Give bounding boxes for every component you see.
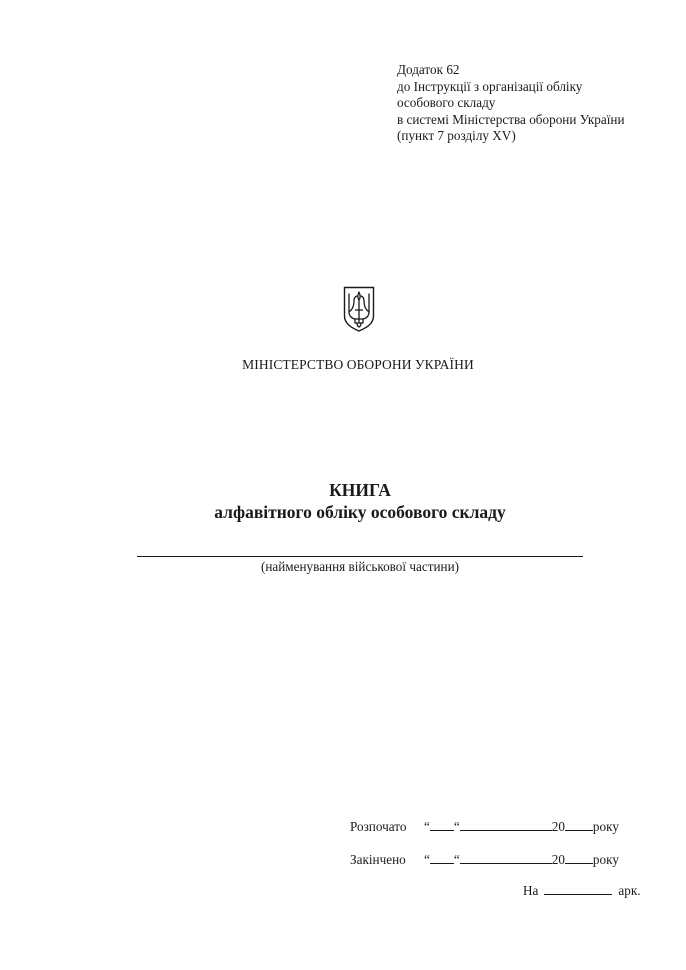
sheets-prefix: На: [523, 883, 539, 898]
started-label: Розпочато: [350, 819, 407, 834]
appendix-line: особового складу: [397, 95, 496, 110]
unit-name-field[interactable]: [137, 556, 583, 557]
appendix-line: до Інструкції з організації обліку: [397, 78, 583, 94]
unit-name-caption: (найменування військової частини): [260, 559, 460, 574]
document-title: КНИГА: [329, 480, 391, 500]
close-quote: “: [453, 852, 460, 867]
appendix-line: (пункт 7 розділу XV): [397, 128, 516, 143]
finished-label: Закінчено: [350, 852, 406, 867]
close-quote: “: [453, 819, 460, 834]
finished-day-field[interactable]: [430, 851, 454, 864]
appendix-line: в системі Міністерства оборони України: [397, 111, 625, 127]
appendix-line: Додаток 62: [397, 62, 460, 77]
document-subtitle: алфавітного обліку особового складу: [214, 502, 506, 522]
sheets-suffix: арк.: [618, 883, 641, 898]
finished-century: 20: [551, 852, 565, 867]
finished-year-word: року: [592, 852, 619, 867]
ministry-name: МІНІСТЕРСТВО ОБОРОНИ УКРАЇНИ: [242, 357, 474, 372]
started-date-row: [350, 818, 619, 835]
started-day-field[interactable]: [430, 818, 454, 831]
sheets-count-field[interactable]: [544, 882, 612, 895]
started-year-word: року: [592, 819, 619, 834]
finished-year-field[interactable]: [565, 851, 593, 864]
open-quote: “: [424, 852, 430, 867]
coat-of-arms-icon: [343, 286, 375, 332]
sheets-count-row: [523, 882, 641, 899]
started-century: 20: [551, 819, 565, 834]
open-quote: “: [424, 819, 430, 834]
finished-month-field[interactable]: [460, 851, 552, 864]
started-year-field[interactable]: [565, 818, 593, 831]
finished-date-row: [350, 851, 619, 868]
started-month-field[interactable]: [460, 818, 552, 831]
appendix-note: [397, 62, 667, 145]
